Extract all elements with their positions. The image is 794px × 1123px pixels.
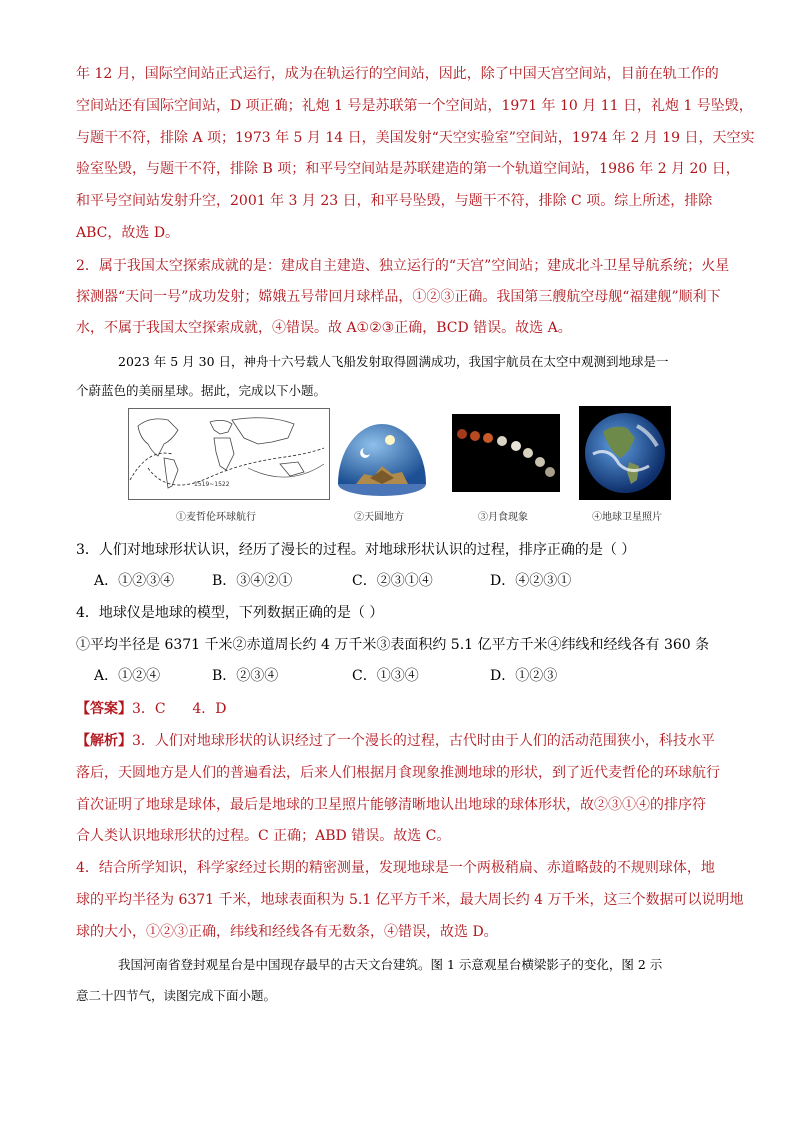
- text-line: 年 12 月，国际空间站正式运行，成为在轨运行的空间站，因此，除了中国天宫空间站，目前在轨工作的: [76, 66, 719, 82]
- dome-figure: [334, 418, 430, 500]
- lunar-eclipse-figure: [452, 414, 560, 492]
- analysis-text: 3．人们对地球形状的认识经过了一个漫长的过程，古代时由于人们的活动范围狭小，科技水平: [132, 733, 715, 749]
- q4-option-a: A．①②④: [94, 668, 161, 684]
- intro-line: 意二十四节气，读图完成下面小题。: [76, 988, 277, 1003]
- world-map-icon: [128, 408, 330, 500]
- text-line: 2．属于我国太空探索成就的是：建成自主建造、独立运行的“天宫”空间站；建成北斗卫星导航系统；火星: [76, 258, 730, 274]
- sky-dome-icon: [334, 418, 430, 500]
- text-line: 空间站还有国际空间站，D 项正确；礼炮 1 号是苏联第一个空间站，1971 年 10 月 11 日，礼炮 1 号坠毁，: [76, 98, 753, 114]
- answer-row: [76, 699, 226, 719]
- analysis-label: 【解析】: [76, 733, 132, 749]
- q3-option-c: C．②③①④: [352, 573, 433, 589]
- q3-option-d: D．④②③①: [490, 573, 572, 589]
- text-line: 与题干不符，排除 A 项；1973 年 5 月 14 日，美国发射“天空实验室”空间站，1974 年 2 月 19 日，天空实: [76, 130, 755, 146]
- earth-photo-figure: [579, 406, 671, 500]
- figure-caption: ③月食现象: [478, 512, 528, 523]
- analysis-line: 4．结合所学知识，科学家经过长期的精密测量，发现地球是一个两极稍扁、赤道略鼓的不规则球体，地: [76, 860, 715, 876]
- text-line: 验室坠毁，与题干不符，排除 B 项；和平号空间站是苏联建造的第一个轨道空间站，1986 年 2 月 20 日，: [76, 161, 740, 177]
- answer-label: 【答案】: [76, 701, 132, 717]
- analysis-line: [76, 731, 715, 751]
- text-line: 水，不属于我国太空探索成就，④错误。故 A①②③正确，BCD 错误。故选 A。: [76, 320, 572, 336]
- text-line: 探测器“天问一号”成功发射；嫦娥五号带回月球样品，①②③正确。我国第三艘航空母舰“福建舰”顺利下: [76, 289, 721, 305]
- figure-caption: ①麦哲伦环球航行: [176, 512, 256, 523]
- text-line: ABC，故选 D。: [76, 225, 180, 241]
- question-3-stem: 3．人们对地球形状认识，经历了漫长的过程。对地球形状认识的过程，排序正确的是（ ）: [76, 542, 636, 558]
- q4-option-b: B．②③④: [212, 668, 279, 684]
- magellan-map-figure: [128, 408, 330, 500]
- answer-text: 3．C 4．D: [132, 701, 227, 717]
- figure-caption: ④地球卫星照片: [592, 512, 662, 523]
- figure-caption: ②天圆地方: [354, 512, 404, 523]
- question-4-stem: 4．地球仪是地球的模型，下列数据正确的是（ ）: [76, 605, 384, 621]
- analysis-line: 落后，天圆地方是人们的普遍看法，后来人们根据月食现象推测地球的形状，到了近代麦哲伦的环球航行: [76, 765, 720, 781]
- analysis-line: 球的大小，①②③正确，纬线和经线各有无数条，④错误，故选 D。: [76, 924, 498, 940]
- analysis-line: 合人类认识地球形状的过程。C 正确；ABD 错误。故选 C。: [76, 828, 451, 844]
- text-line: 和平号空间站发射升空，2001 年 3 月 23 日，和平号坠毁，与题干不符，排除 C 项。综上所述，排除: [76, 193, 713, 209]
- earth-globe-icon: [579, 406, 671, 500]
- question-4-statement: ①平均半径是 6371 千米②赤道周长约 4 万千米③表面积约 5.1 亿平方千米④纬线和经线各有 360 条: [76, 637, 710, 653]
- intro-line: 我国河南省登封观星台是中国现存最早的古天文台建筑。图 1 示意观星台横梁影子的变化，图 2 示: [118, 957, 663, 972]
- q4-option-d: D．①②③: [490, 668, 558, 684]
- analysis-line: 首次证明了地球是球体，最后是地球的卫星照片能够清晰地认出地球的球体形状，故②③①④的排序符: [76, 797, 706, 813]
- intro-line: 个蔚蓝色的美丽星球。据此，完成以下小题。: [76, 383, 327, 398]
- q3-option-b: B．③④②①: [212, 573, 293, 589]
- q3-option-a: A．①②③④: [94, 573, 175, 589]
- map-route-label: 1519~1522: [194, 481, 230, 488]
- moon-phases-icon: [452, 414, 560, 492]
- analysis-line: 球的平均半径为 6371 千米，地球表面积为 5.1 亿平方千米，最大周长约 4 万千米，这三个数据可以说明地: [76, 892, 744, 908]
- q4-option-c: C．①③④: [352, 668, 419, 684]
- intro-line: 2023 年 5 月 30 日，神舟十六号载人飞船发射取得圆满成功，我国宇航员在太空中观测到地球是一: [118, 354, 669, 369]
